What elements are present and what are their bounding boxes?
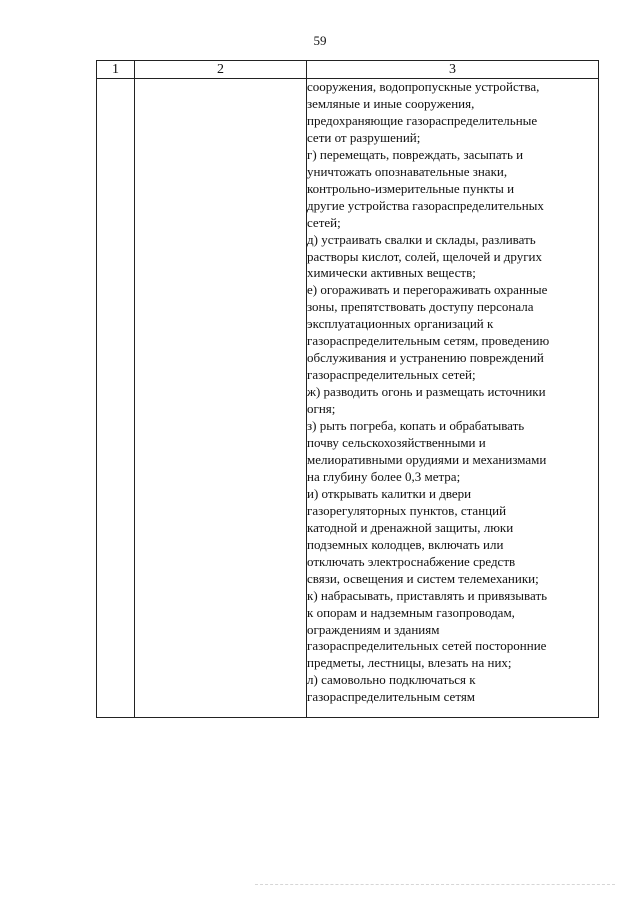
column-3-cell (307, 79, 599, 718)
text-line: д) устраивать свалки и склады, разливать (307, 231, 536, 247)
text-line: газораспределительных сетей посторонние (307, 638, 547, 654)
table-row (97, 79, 599, 718)
text-line: к опорам и надземным газопроводам, (307, 604, 515, 620)
text-line: з) рыть погреба, копать и обрабатывать (307, 418, 525, 434)
text-line: мелиоративными орудиями и механизмами (307, 451, 547, 467)
text-line: земляные и иные сооружения, (307, 95, 475, 111)
document-table (96, 60, 599, 718)
text-line: сооружения, водопропускные устройства, (307, 79, 540, 94)
text-line: сети от разрушений; (307, 129, 421, 145)
column-header-1: 1 (97, 61, 135, 79)
table-header-row (97, 61, 599, 79)
text-line: е) огораживать и перегораживать охранные (307, 282, 548, 298)
text-line: сетей; (307, 214, 341, 230)
column-2-cell (135, 79, 307, 718)
text-line: обслуживания и устранению повреждений (307, 350, 544, 366)
column-1-cell (97, 79, 135, 718)
text-line: г) перемещать, повреждать, засыпать и (307, 146, 524, 162)
text-line: газорегуляторных пунктов, станций (307, 502, 507, 518)
text-line: уничтожать опознавательные знаки, (307, 163, 508, 179)
text-line: эксплуатационных организаций к (307, 316, 494, 332)
text-line: химически активных веществ; (307, 265, 476, 281)
text-line: и) открывать калитки и двери (307, 485, 472, 501)
scan-artifact (255, 884, 615, 889)
text-line: газораспределительных сетей; (307, 367, 476, 383)
text-line: отключать электроснабжение средств (307, 553, 516, 569)
text-line: контрольно-измерительные пункты и (307, 180, 515, 196)
text-line: почву сельскохозяйственными и (307, 435, 486, 451)
text-line: ограждениям и зданиям (307, 621, 440, 637)
text-line: предметы, лестницы, влезать на них; (307, 655, 512, 671)
page-number: 59 (313, 33, 327, 48)
text-line: подземных колодцев, включать или (307, 536, 504, 552)
text-line: другие устройства газораспределительных (307, 197, 544, 213)
text-line: л) самовольно подключаться к (307, 672, 476, 688)
column-header-2: 2 (135, 61, 307, 79)
text-line: на глубину более 0,3 метра; (307, 468, 461, 484)
text-line: растворы кислот, солей, щелочей и других (307, 248, 543, 264)
text-line: газораспределительным сетям, проведению (307, 333, 550, 349)
text-line: связи, освещения и систем телемеханики; (307, 570, 539, 586)
text-line: зоны, препятствовать доступу персонала (307, 299, 534, 315)
column-header-3: 3 (307, 61, 599, 79)
text-line: огня; (307, 401, 336, 417)
text-line: катодной и дренажной защиты, люки (307, 519, 514, 535)
text-line: ж) разводить огонь и размещать источники (307, 384, 546, 400)
text-line: газораспределительным сетям (307, 689, 476, 705)
text-line: предохраняющие газораспределительные (307, 112, 538, 128)
text-line: к) набрасывать, приставлять и привязывать (307, 587, 548, 603)
